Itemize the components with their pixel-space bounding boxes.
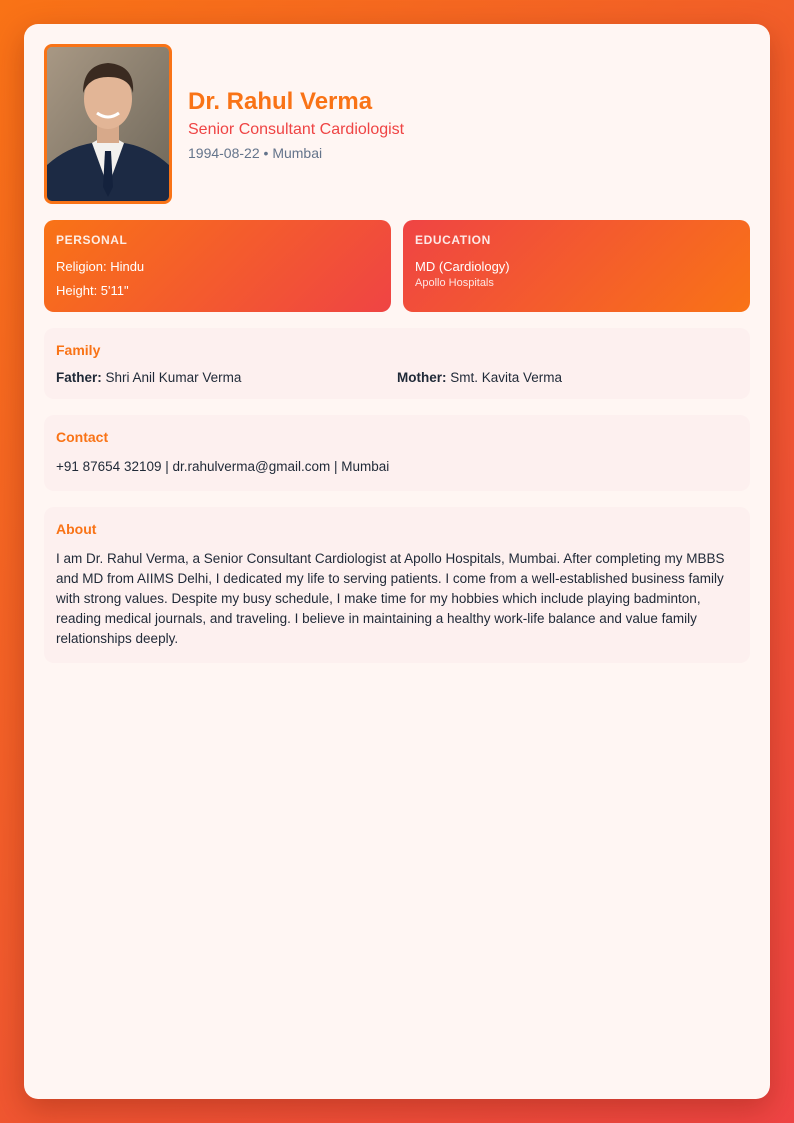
personal-card (44, 220, 391, 312)
profile-card (24, 24, 770, 1099)
separator: • (263, 144, 269, 161)
contact-title: Contact (56, 429, 109, 445)
about-title: About (56, 521, 97, 537)
about-text: I am Dr. Rahul Verma, a Senior Consultant Cardiologist at Apollo Hospitals, Mumbai. After completing my MBBS and MD from AIIMS Delhi, I dedicated my life to serving patients. I come from a well-established business family with strong values. Despite my busy schedule, I make time for my hobbies which include playing badminton, reading medical journals, and traveling. I believe in maintaining a healthy work-life balance and value family relationships deeply. (56, 551, 725, 646)
mother-name: Smt. Kavita Verma (450, 370, 563, 385)
family-row (56, 370, 738, 385)
degree: MD (Cardiology) (415, 259, 510, 274)
contact-line: +91 87654 32109 | dr.rahulverma@gmail.com | Mumbai (56, 459, 390, 474)
father-label: Father: (56, 370, 102, 385)
father (56, 370, 397, 385)
city: Mumbai (272, 144, 323, 161)
profile-name: Dr. Rahul Verma (188, 87, 373, 115)
institution: Apollo Hospitals (415, 277, 494, 289)
father-name: Shri Anil Kumar Verma (105, 370, 242, 385)
about-section (44, 507, 750, 663)
mother-label: Mother: (397, 370, 447, 385)
education-card (403, 220, 750, 312)
dob: 1994-08-22 (188, 144, 260, 161)
personal-label: PERSONAL (56, 233, 128, 247)
person-portrait-icon (47, 47, 169, 201)
height: Height: 5'11" (56, 283, 129, 298)
family-title: Family (56, 342, 101, 358)
profile-meta (188, 145, 404, 161)
profile-title: Senior Consultant Cardiologist (188, 120, 405, 138)
profile-heading (188, 88, 404, 161)
info-cards (44, 220, 750, 312)
family-section (44, 328, 750, 399)
profile-photo (44, 44, 172, 204)
religion: Religion: Hindu (56, 259, 145, 274)
education-label: EDUCATION (415, 233, 491, 247)
contact-section (44, 415, 750, 491)
mother (397, 370, 738, 385)
profile-header (44, 44, 750, 204)
